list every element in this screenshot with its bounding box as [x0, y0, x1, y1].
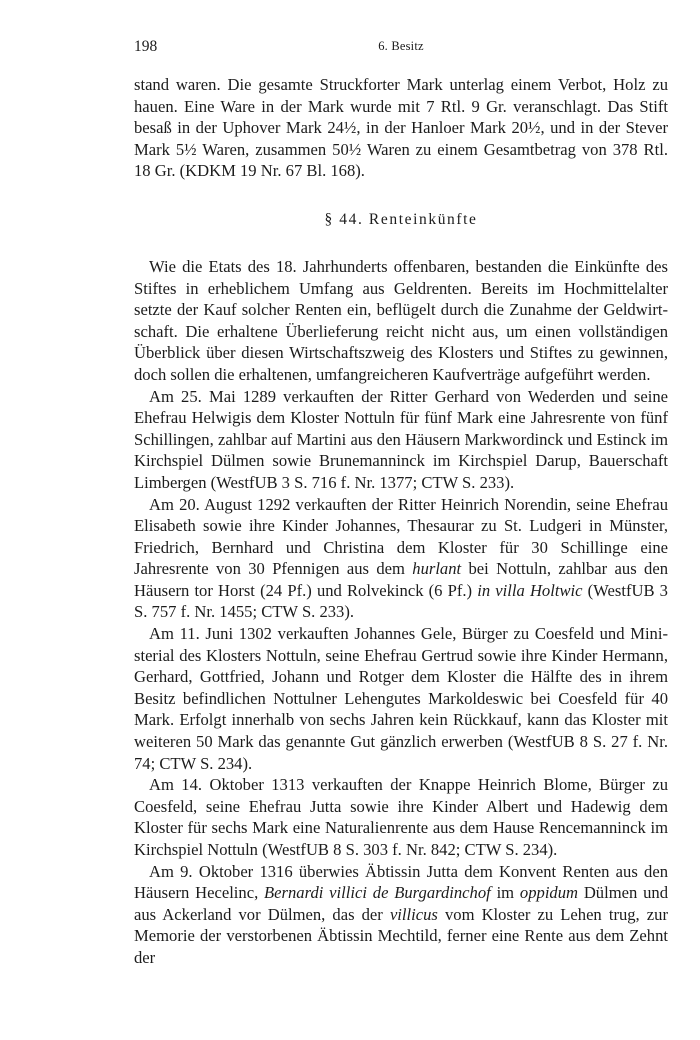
text-run: Am 9. Oktober 1316 überwies Äbtissin Jutta dem Konvent Renten aus den Häusern Hecelinc,	[134, 861, 668, 903]
text-run: Am 20. August 1292 verkauften der Ritter Heinrich Norendin, seine Ehefrau Elisabeth sowie ihre Kinder Johannes, Thesaurar zu St. Ludgeri in Münster, Friedrich, Bernhard und Christina dem Kloster für 30 Schillinge eine Jahresrente von 30 Pfennigen aus dem	[134, 494, 668, 579]
page-number: 198	[134, 38, 158, 55]
text-run: im	[490, 883, 520, 903]
paragraph	[134, 861, 668, 969]
italic-text: in villa Holtwic	[477, 580, 583, 600]
text-run: stand waren. Die gesamte Struckforter Mark unterlag einem Verbot, Holz zu hauen. Eine Ware in der Mark wurde mit 7 Rtl. 9 Gr. veranschlagt. Das Stift besaß in der Uphover Mark 24½, in der Hanloer Mark 20½, und in der Stever Mark 5½ Waren, zusammen 50½ Waren zu einem Gesamtbetrag von 378 Rtl. 18 Gr. (KDKM 19 Nr. 67 Bl. 168).	[134, 75, 668, 181]
running-title: 6. Besitz	[378, 39, 424, 53]
text-run: Am 25. Mai 1289 verkauften der Ritter Gerhard von Wederden und seine Ehefrau Helwigis dem Kloster Nottuln für fünf Mark eine Jahresrente von fünf Schillingen, zahlbar auf Martini aus den Häusern Markwordinck und Estinck im Kirchspiel Dülmen sowie Brunemanninck im Kirchspiel Darup, Bauerschaft Limbergen (WestfUB 3 S. 716 f. Nr. 1377; CTW S. 233).	[134, 386, 668, 492]
paragraph	[134, 74, 668, 182]
paragraph	[134, 774, 668, 860]
section-heading: § 44. Renteinkünfte	[324, 210, 478, 228]
paragraph	[134, 386, 668, 494]
italic-text: oppidum	[519, 883, 578, 903]
italic-text: Bernardi villici de Burgardinchof	[264, 883, 491, 903]
text-run: (WestfUB 3 S. 757 f. Nr. 1455; CTW S. 233).	[134, 580, 668, 622]
text-run: Wie die Etats des 18. Jahrhunderts offenbaren, bestanden die Einkünfte des Stiftes in erheblichem Umfang aus Geldrenten. Bereits im Hochmittelalter setzte der Kauf solcher Renten ein, beflügelt durch die Zunahme der Geldwirtschaft. Die erhaltene Überlieferung reicht nicht aus, um einen vollständigen Überblick über diesen Wirtschaftszweig des Klosters und Stiftes zu gewinnen, doch sollen die erhaltenen, umfangreicheren Kaufverträge aufgeführt werden.	[134, 256, 668, 384]
italic-text: hurlant	[412, 559, 462, 579]
paragraph	[134, 494, 668, 624]
paragraph	[134, 256, 668, 386]
body-text	[134, 74, 668, 969]
text-run: bei Nottuln, zahlbar aus den Häusern tor Horst (24 Pf.) und Rolvekinck (6 Pf.)	[134, 559, 668, 600]
running-head	[134, 38, 668, 58]
italic-text: villicus	[389, 904, 438, 924]
text-run: Am 14. Oktober 1313 verkauften der Knappe Heinrich Blome, Bürger zu Coesfeld, seine Ehefrau Jutta sowie ihre Kinder Albert und Hadewig dem Kloster für sechs Mark eine Naturalienrente aus dem Hause Rencemanninck im Kirchspiel Nottuln (WestfUB 8 S. 303 f. Nr. 842; CTW S. 234).	[134, 775, 668, 859]
paragraph	[134, 623, 668, 774]
text-run: vom Kloster zu Lehen trug, zur Memorie der verstorbenen Äbtissin Mechtild, ferner eine Rente aus dem Zehnt der	[134, 904, 668, 967]
text-run: Dülmen und aus Ackerland vor Dülmen, das der	[134, 883, 668, 924]
text-run: Am 11. Juni 1302 verkauften Johannes Gele, Bürger zu Coesfeld und Ministerial des Klosters Nottuln, seine Ehefrau Gertrud sowie ihre Kinder Hermann, Gerhard, Gottfried, Johann und Rotger dem Kloster die Hälfte des in ihrem Besitz befindlichen Nottulner Lehengutes Markoldeswic bei Coesfeld für 40 Mark. Erfolgt innerhalb von sechs Jahren kein Rückkauf, kann das Kloster mit weiteren 50 Mark das genannte Gut gänzlich erwerben (WestfUB 8 S. 27 f. Nr. 74; CTW S. 234).	[134, 624, 668, 773]
